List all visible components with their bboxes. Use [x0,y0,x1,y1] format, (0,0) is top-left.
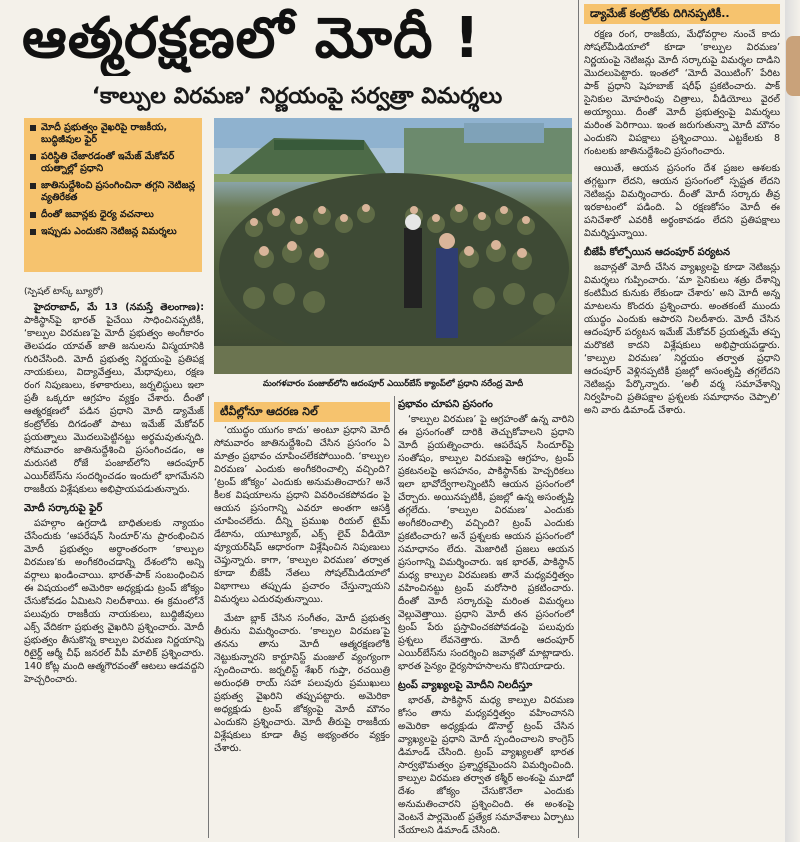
adjacent-image-fragment [786,36,800,96]
headline: ఆత్మరక్షణలో మోదీ ! [22,6,481,71]
section-heading: ట్రంప్ వ్యాఖ్యలపై మోదీని నిలదీస్తూ [398,680,533,691]
article-paragraph: ‘కాల్పుల విరమణ’ పై ఆగ్రహంతో ఉన్న వారిని ఈ ప్రసంగంతో దారికి తెచ్చుకోవాలని ప్రధాని మోదీ ప్రయత్నించారు. ఆపరేషన్ సిందూర్‌పై సంతోషం, కాల్పుల విరమణపై ఆగ్రహం, ట్రంప్ ప్రకటనలపై అసహనం, పాకిస్థాన్‌కు హెచ్చరికలు ఇలా భావోద్వేగాలన్నింటినీ ఆయన ప్రసంగంలో చేర్చారు. అయినప్పటికీ, ప్రజల్లో ఉన్న అసంతృప్తి తగ్గలేదు. ‘కాల్పుల విరమణ’ ఎందుకు అంగీకరించాల్సి వచ్చింది? ట్రంప్ ఎందుకు ప్రకటించారు? అనే ప్రశ్నలకు ఆయన ప్రసంగంలో సమాధానం లేదు. మెజారిటీ ప్రజలు ఆయన ప్రసంగాన్ని విమర్శించారు. ఇక భారత్, పాకిస్థాన్ మధ్య కాల్పుల విరమణకు తానే మధ్యవర్తిత్వం వహించినట్టు ట్రంప్ మరోసారి ప్రకటించారు. దీంతో మోదీ సర్కారుపై మరింత విమర్శలు వెల్లువెత్తాయి. ప్రధాని మోదీ తన ప్రసంగంలో ట్రంప్ పేరు ప్రస్తావించకపోవడంపై పలువురు ప్రశ్నలు లేవనెత్తారు. మోదీ ఆదంపూర్ ఎయిర్‌బేస్‌ను సందర్శించి జవాన్లతో మాట్లాడారు. భారత సైన్యం ధైర్యసాహసాలను కొనియాడారు. [398,414,574,672]
column-divider [394,396,395,838]
news-photo [214,118,572,374]
box-heading: టీవీల్లోనూ ఆదరణ నిల్ [214,402,390,422]
highlight-item [30,180,196,204]
highlight-item [30,226,196,238]
article-paragraph: జవాన్లతో మోదీ చేసిన వ్యాఖ్యలపై కూడా నెటిజన్లు విమర్శలు గుప్పించారు. ‘మా సైనికులు శత్రు దేశాన్ని కంటిమీద కునుకు లేకుండా చేశారు’ అని మోదీ అన్న మాటలను కొందరు ప్రశ్నించారు. అంతకంటే ముందు యుద్ధం ఎందుకు ఆపారని నిలదీశారు. మోదీ చేసిన ఆదంపూర్ పర్యటన ఇమేజ్ మేకోవర్ ప్రయత్నమే తప్ప మరొకటి కాదని విశ్లేషకులు అభిప్రాయపడ్డారు. ‘కాల్పుల విరమణ’ నిర్ణయం తర్వాత ప్రధాని ఆదంపూర్ వెళ్లినప్పటికీ ప్రజల్లో అసంతృప్తి తగ్గలేదని నెటిజన్లు పేర్కొన్నారు. ‘అలీ వర్మ సమావేశాన్ని నిర్వహించి ప్రతిపక్షాల ప్రశ్నలకు సమాధానం చెప్పాలి’ అని వారు డిమాండ్ చేశారు. [584,262,780,416]
article-paragraph: ఆయితే, ఆయన ప్రసంగం దేశ ప్రజల ఆశలకు తగ్గట్టుగా లేదని, ఆయన ప్రసంగంలో స్పష్టత లేదని నెటిజన్లు విమర్శించారు. దీంతో మోదీ సర్కారు తీవ్ర ఇరకాటంలో పడింది. ఏ రక్షణకోసం మోదీ ఈ పనిచేశారో ఎవరికీ అర్థంకావడం లేదని ప్రతిపక్షాలు విమర్శిస్తున్నాయి. [584,163,780,239]
bullet-square-icon [30,125,36,131]
dateline: హైదరాబాద్, మే 13 (నమస్తే తెలంగాణ): [34,302,204,313]
column-divider [578,0,579,838]
bullet-square-icon [30,183,36,189]
crowd-photo-illustration [214,118,572,374]
section-heading: మోదీ సర్కారుపై ఫైర్ [24,503,103,514]
photo-caption: మంగళవారం పంజాబ్‌లోని ఆదంపూర్ ఎయిర్‌బేస్ క్యాంప్‌లో ప్రధాని నరేంద్ర మోదీ [262,379,524,389]
highlight-text: పరిస్థితి చేజారడంతో ఇమేజ్ మేకోవర్ యత్నాల్లో ప్రధాని [41,151,175,174]
subheadline: ‘కాల్పుల విరమణ’ నిర్ణయంపై సర్వత్రా విమర్శలు [91,84,503,109]
byline: (స్పెషల్ టాస్క్ బ్యూరో) [24,287,104,297]
article-paragraph: పాకిస్థాన్‌పై భారత్ పైచేయి సాధించినప్పటికీ, ‘కాల్పుల విరమణ’పై మోదీ ప్రభుత్వం అంగీకారం తెలపడం యావత్ జాతి జనులను విస్మయానికి గురిచేసింది. మోదీ ప్రభుత్వ నిర్ణయంపై ప్రతిపక్ష నాయకులు, విద్యావేత్తలు, మేధావులు, రక్షణ రంగ నిపుణులు, కళాకారులు, జర్నలిస్టులు ఇలా ప్రతీ ఒక్కరూ ఆగ్రహం వ్యక్తం చేశారు. దీంతో ఆత్మరక్షణలో పడిన ప్రధాని మోదీ డ్యామేజ్ కంట్రోల్‌కు దిగడంతో పాటు ఇమేజ్ మేకోవర్ ప్రయత్నాలు మొదలుపెట్టినట్టు అర్థమవుతున్నది. సోమవారం జాతినుద్దేశించి ప్రసంగించడం, ఆ మరుసటి రోజే పంజాబ్‌లోని ఆదంపూర్ ఎయిర్‌బేస్‌ను సందర్శించడం ఇందులో భాగమేనని రాజకీయ విశ్లేషకులు అభిప్రాయపడుతున్నారు. [24,315,204,495]
section-heading: బీజేపీ కోల్పోయిన ఆదంపూర్ పర్యటన [584,247,731,258]
highlights-box [24,118,202,272]
section-heading: ప్రభావం చూపని ప్రసంగం [398,399,493,410]
article-column-2 [214,424,390,838]
column-divider [208,396,209,838]
article-paragraph: భారత్, పాకిస్థాన్ మధ్య కాల్పుల విరమణ కోసం తాను మధ్యవర్తిత్వం వహించానని అమెరికా అధ్యక్షుడు డొనాల్డ్ ట్రంప్ చేసిన వ్యాఖ్యలపై ప్రధాని మోదీ స్పందించాలని కాంగ్రెస్ డిమాండ్ చేసింది. ట్రంప్ వ్యాఖ్యలతో భారత సార్వభౌమత్వం ప్రశ్నార్థకమైందని విమర్శించింది. కాల్పుల విరమణ తర్వాత కశ్మీర్ అంశంపై మూడో దేశం జోక్యం చేసుకొనేలా ఎందుకు అనుమతించారని ప్రశ్నించింది. ఈ అంశంపై వెంటనే పార్లమెంట్ ప్రత్యేక సమావేశాలు ఏర్పాటు చేయాలని డిమాండ్ చేసింది. [398,695,574,836]
bullet-square-icon [30,212,36,218]
highlight-text: ఇప్పుడు ఎందుకని నెటిజన్ల విమర్శలు [41,226,177,237]
highlight-item [30,209,196,221]
article-paragraph: మేటా బ్లాక్ చేసిన సంగీతం, మోదీ ప్రభుత్వ తీరును విమర్శించారు. ‘కాల్పుల విరమణ’పై తనను తాను మోదీ ఆత్మరక్షణలోకి నెట్టుకున్నారని కార్టూనిస్ట్ మంజుల్ వ్యంగ్యంగా స్పందించారు. జర్నలిస్ట్ శేఖర్ గుప్తా, రచయిత్రి అరుంధతి రాయ్ సహా పలువురు ప్రముఖులు ప్రభుత్వ వైఖరిని తప్పుపట్టారు. అమెరికా అధ్యక్షుడు ట్రంప్ జోక్యంపై మోదీ మౌనం ఎందుకని ప్రశ్నించారు. మోదీ తీరుపై రాజకీయ విశ్లేషకులు కూడా తీవ్ర అభ్యంతరం వ్యక్తం చేశారు. [214,613,390,754]
article-column-1 [24,286,204,838]
highlight-text: దీంతో జవాన్లకు ధైర్య వచనాలు [41,209,154,220]
article-column-4 [584,28,780,838]
highlight-item [30,151,196,175]
bullet-square-icon [30,154,36,160]
bullet-square-icon [30,229,36,235]
box-heading: డ్యామేజ్ కంట్రోల్‌కు దిగినప్పటికీ.. [584,4,780,24]
article-column-3 [398,398,574,838]
article-paragraph: పహల్గాం ఉగ్రదాడి బాధితులకు న్యాయం చేసేందుకు ‘ఆపరేషన్ సిందూర్’ను ప్రారంభించిన మోదీ ప్రభుత్వం అర్ధాంతరంగా ‘కాల్పుల విరమణ’కు అంగీకరించడాన్ని దేశంలోని అన్ని వర్గాలు ఖండించాయి. భారత్-పాక్ సంబంధించిన ఈ విషయంలో అమెరికా అధ్యక్షుడు ట్రంప్ జోక్యం చేసుకోవడం ఏమిటని నిలదీశాయి. ఈ క్రమంలోనే పలువురు రాజకీయ నాయకులు, బుద్ధిజీవులు ఎక్స్ వేదికగా ప్రభుత్వ వైఖరిని ప్రశ్నించారు. మోదీ ప్రభుత్వం తీసుకొన్న కాల్పుల విరమణ నిర్ణయాన్ని రిటైర్డ్ ఆర్మీ చీఫ్ జనరల్ వీపీ మాలిక్ ప్రశ్నించారు. 140 కోట్ల మంది ఆత్మగౌరవంతో ఆటలు ఆడవద్దని హెచ్చరించారు. [24,518,204,685]
adjacent-page-edge [785,0,800,842]
article-paragraph: రక్షణ రంగ, రాజకీయ, మేధోవర్గాల నుంచే కాదు సోషల్‌మీడియాలో కూడా ‘కాల్పుల విరమణ’ నిర్ణయంపై నెటిజన్లు మోదీ సర్కారుపై విమర్శల దాడిని మొదలుపెట్టారు. ఇంతలో ‘మోదీ వెయిటింగ్’ పేరిట పాక్ ప్రధాని షెహబాజ్ షరీఫ్ ప్రకటించారు. పాక్ సైనికుల మోహరింపు చిత్రాలు, వీడియోలు వైరల్ అయ్యాయి. దీంతో మోదీ ప్రభుత్వంపై విమర్శలు మరింత పెరిగాయి. ఇంత జరుగుతున్నా మోదీ మౌనం ఎందుకని విపక్షాలు ప్రశ్నించాయి. ఎట్టకేలకు 8 గంటలకు జాతినుద్దేశించి ప్రసంగించారు. [584,29,780,157]
highlight-text: మోదీ ప్రభుత్వం వైఖరిపై రాజకీయ, బుద్ధిజీవుల ఫైర్ [41,122,168,145]
highlight-item [30,122,196,146]
highlight-text: జాతినుద్దేశించి ప్రసంగించినా తగ్గని నెటిజన్ల వ్యతిరేకత [41,180,196,203]
article-paragraph: ‘యుద్ధం యుగం కాదు’ అంటూ ప్రధాని మోదీ సోమవారం జాతినుద్దేశించి చేసిన ప్రసంగం ఏ మాత్రం ప్రభావం చూపించలేకపోయింది. ‘కాల్పుల విరమణ’ ఎందుకు అంగీకరించాల్సి వచ్చింది? ‘ట్రంప్ జోక్యం’ ఎందుకు అనుమతించారు? అనే కీలక విషయాలను ప్రధాని వివరించకపోవడం పై ఆయన ప్రసంగాన్ని ఎవరూ అంతగా ఆసక్తి చూపించలేదు. దీన్ని ప్రముఖ రియల్ టైమ్ డేటాను, యూట్యూబ్, ఎక్స్ లైవ్ వీడియో వ్యూయర్‌షిప్ ఆధారంగా విశ్లేషించిన నిపుణులు చెప్తున్నారు. కాగా, ‘కాల్పుల విరమణ’ తర్వాత కూడా బీజేపీ నేతలు సోషల్‌మీడియాలో విభాగాలు తప్పుడు ప్రచారం చేస్తున్నాయని విమర్శలు ఎదురవుతున్నాయి. [214,425,390,605]
